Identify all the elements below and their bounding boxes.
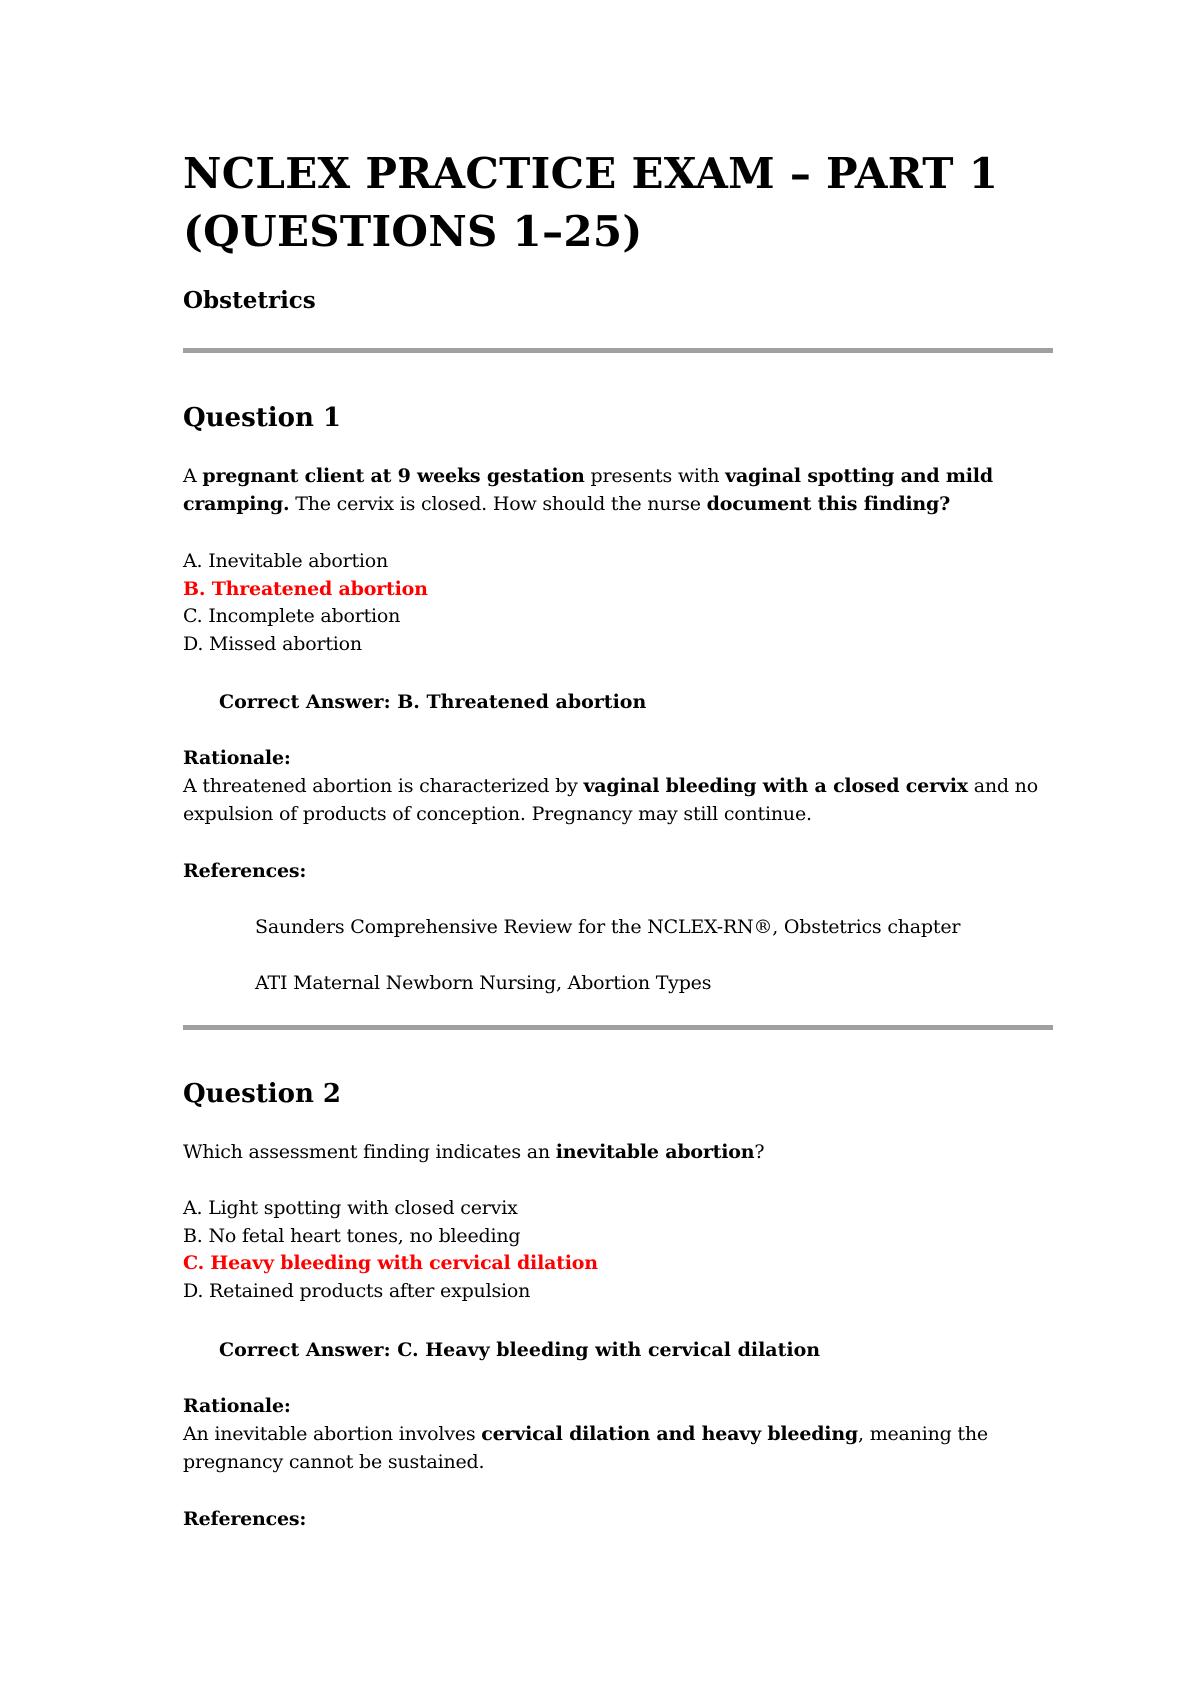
option-c: C. Incomplete abortion (183, 605, 401, 628)
question-2-references-label: References: (183, 1508, 307, 1530)
rationale-text: A threatened abortion is characterized by vaginal bleeding with a closed cervix and no expulsion of products of conception. Pregnancy may still continue. (183, 775, 1038, 825)
question-1-correct-answer: Correct Answer: B. Threatened abortion (219, 691, 647, 713)
section-subtitle: Obstetrics (183, 287, 316, 314)
option-b-correct: B. Threatened abortion (183, 577, 428, 600)
question-2-options (183, 1195, 1053, 1306)
question-1-options (183, 548, 1053, 659)
divider (183, 1025, 1053, 1030)
question-2-stem: Which assessment finding indicates an inevitable abortion? (183, 1141, 765, 1163)
question-1-heading: Question 1 (183, 403, 342, 433)
question-1-references-label: References: (183, 860, 307, 882)
option-d: D. Retained products after expulsion (183, 1280, 531, 1303)
title-block (183, 145, 1053, 261)
rationale-label: Rationale: (183, 1395, 291, 1417)
page-title: NCLEX PRACTICE EXAM – PART 1 (QUESTIONS 1–25) (183, 149, 999, 256)
rationale-text: An inevitable abortion involves cervical dilation and heavy bleeding, meaning the pregnancy cannot be sustained. (183, 1423, 988, 1473)
option-a: A. Light spotting with closed cervix (183, 1197, 518, 1219)
question-2-heading: Question 2 (183, 1079, 342, 1109)
divider (183, 348, 1053, 353)
question-1-stem: A pregnant client at 9 weeks gestation presents with vaginal spotting and mild cramping. The cervix is closed. How should the nurse document this finding? (183, 465, 993, 515)
reference-item: Saunders Comprehensive Review for the NCLEX-RN®, Obstetrics chapter (255, 916, 961, 938)
option-b: B. No fetal heart tones, no bleeding (183, 1224, 521, 1247)
reference-item: ATI Maternal Newborn Nursing, Abortion Types (255, 972, 712, 994)
option-a: A. Inevitable abortion (183, 550, 389, 572)
question-2-rationale (183, 1392, 1053, 1476)
option-c-correct: C. Heavy bleeding with cervical dilation (183, 1252, 598, 1275)
question-2-correct-answer: Correct Answer: C. Heavy bleeding with cervical dilation (219, 1339, 821, 1361)
option-d: D. Missed abortion (183, 633, 362, 656)
rationale-label: Rationale: (183, 747, 291, 769)
question-1-rationale (183, 744, 1053, 828)
